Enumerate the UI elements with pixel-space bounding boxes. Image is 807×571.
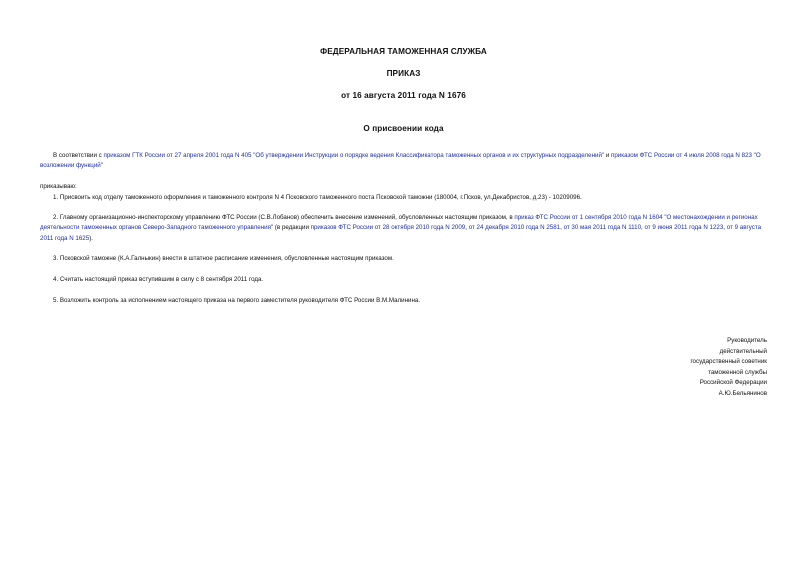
signature-line-2: действительный (719, 347, 767, 355)
item-2-sep-1: , (465, 224, 469, 232)
document-type: ПРИКАЗ (386, 69, 421, 78)
date-number: от 16 августа 2011 года N 1676 (341, 91, 466, 100)
item-2-link-order-2009[interactable]: приказов ФТС России от 28 октября 2010 года N 2009 (310, 224, 466, 232)
preamble-text-start: В соответствии с (53, 152, 104, 159)
signature-line-1: Руководитель (727, 337, 767, 344)
item-2-text-mid: (в редакции (273, 224, 311, 232)
signature-line-5: Российской Федерации (699, 379, 767, 387)
item-2-text-start: 2. Главному организационно-инспекторскому управлению ФТС России (С.В.Лобанов) обеспечить внесение изменений, обусловленных настоящим приказом, в (53, 214, 515, 221)
item-2-link-order-1223[interactable]: от 9 июня 2011 года N 1223 (644, 224, 724, 232)
item-2-text-end: ). (89, 234, 93, 242)
preamble-link-fts-order-823[interactable]: приказом ФТС России от 4 июля 2008 года N 823 "О возложении функций" (40, 152, 761, 170)
item-2-link-order-1110[interactable]: от 30 мая 2011 года N 1110 (563, 224, 642, 232)
document-title: О присвоении кода (363, 124, 444, 133)
item-2 (40, 213, 768, 244)
preamble-link-gtk-order-405[interactable]: приказом ГТК России от 27 апреля 2001 года N 405 "Об утверждении Инструкции о порядке ведения Классификатора таможенных органов и их структурных подразделений" (103, 152, 605, 159)
preamble-text-mid: и (604, 152, 612, 159)
signature-line-4: таможенной службы (708, 368, 767, 376)
item-2-sep-3: , (641, 224, 645, 232)
item-2-sep-2: , (560, 224, 564, 232)
agency-heading: ФЕДЕРАЛЬНАЯ ТАМОЖЕННАЯ СЛУЖБА (320, 47, 487, 56)
signature-name: А.Ю.Бельянинов (718, 389, 767, 397)
item-2-link-order-1604[interactable]: приказ ФТС России от 1 сентября 2010 года N 1604 "О местонахождении и регионах деятельности таможенных органов Северо-Западного таможенного управления" (40, 214, 758, 232)
orders-word: приказываю: (40, 183, 77, 190)
signature-line-3: государственный советник (690, 358, 767, 366)
item-2-link-order-1625[interactable]: от 9 августа 2011 года N 1625 (40, 224, 762, 242)
item-2-link-order-2581[interactable]: от 24 декабря 2010 года N 2581 (468, 224, 561, 232)
item-1: 1. Присвоить код отделу таможенного оформления и таможенного контроля N 4 Псковского таможенного поста Псковской таможни (180004, г.Псков, ул.Декабристов, д.23) - 10209096. (53, 194, 582, 201)
item-5: 5. Возложить контроль за исполнением настоящего приказа на первого заместителя руководителя ФТС России В.М.Малинина. (53, 297, 421, 304)
signature-block (690, 336, 767, 400)
item-4: 4. Считать настоящий приказ вступившим в силу с 8 сентября 2011 года. (53, 276, 264, 283)
item-3: 3. Псковской таможне (К.А.Галныкин) внести в штатное расписание изменения, обусловленные настоящим приказом. (53, 255, 394, 262)
preamble-paragraph (40, 151, 768, 172)
item-2-sep-4: , (723, 224, 727, 232)
